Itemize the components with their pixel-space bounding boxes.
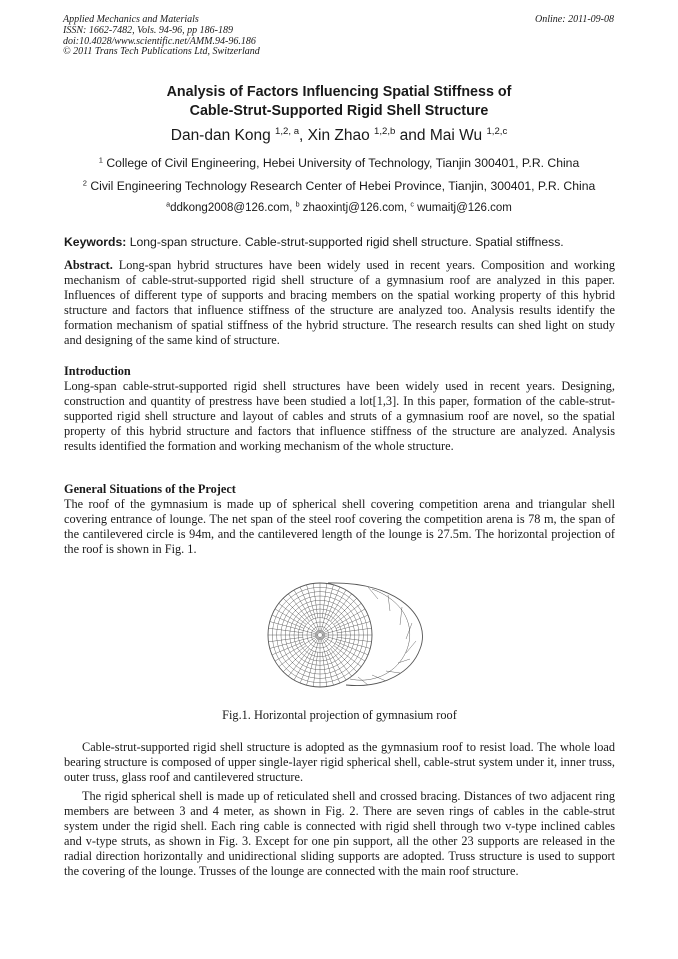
shell-radial-line [283,636,318,671]
shell-radial-line [334,603,362,624]
abstract-label: Abstract. [64,258,113,272]
shell-radial-line [331,649,352,677]
lounge-truss-line [406,641,416,653]
shell-radial-line [321,598,356,633]
title-line-2: Cable-Strut-Supported Rigid Shell Structure [189,102,489,119]
author-name: Xin Zhao [307,127,370,144]
author-affiliation-mark: 1,2,c [486,126,508,138]
shell-radial-line [279,603,307,624]
email-list [40,201,638,215]
email-mark: c [410,200,414,209]
author-separator: and [395,127,430,144]
general-situations-heading: General Situations of the Project [64,482,236,496]
lounge-outline [328,583,422,686]
lounge-truss-line [372,675,386,681]
journal-header [63,15,260,58]
affiliation-mark: 1 [98,155,103,165]
keywords [64,235,619,250]
general-situations-text: The roof of the gymnasium is made up of spherical shell covering competition arena and triangular shell covering entrance of lounge. The net span of the steel roof covering the competition arena is 78 m, the span of the cantilevered circle is 94m, and the cantilevered length of the lounge is 27.5m. The horizontal projection of the roof is shown in Fig. 1. [64,497,615,557]
roof-projection-figure [250,579,430,703]
introduction-text: Long-span cable-strut-supported rigid shell structures have been widely used in recent years. Designing, construction and quantity of prestress have been studied a lot[1,3]. In this paper, formation of the cable-strut-supported rigid shell structure and layout of cables and struts of a gymnasium roof are novel, so the spatial property of this hybrid structure and factors that influence stiffness of the structure are analyzed. Analysis results identified the formation and working mechanism of the whole structure. [64,379,615,454]
issn-line: ISSN: 1662-7482, Vols. 94-96, pp 186-189 [63,24,233,36]
lounge-truss-line [358,677,368,685]
affiliation-2 [40,179,638,194]
copyright-line: © 2011 Trans Tech Publications Ltd, Switzerland [63,46,260,58]
shell-radial-line [334,646,362,667]
author-affiliation-mark: 1,2, a [275,126,300,138]
shell-radial-line [283,598,318,633]
email-mark: a [166,200,171,209]
author-list [40,126,638,146]
title-line-1: Analysis of Factors Influencing Spatial Stiffness of [166,84,512,100]
affiliation-mark: 2 [82,178,87,188]
body-paragraph-2: The rigid spherical shell is made up of reticulated shell and crossed bracing. Distances of two adjacent ring members are between 3 and 4 meter, as shown in Fig. 2. There are seven rings of cables in the cable-strut system under the rigid shell. Each ring cable is connected with rigid shell through two v-type inclined cables and v-type struts, as shown in Fig. 3. Except for one pin support, all the other 23 supports are released in the radial direction horizontally and unidirectional sliding supports are adopted. Truss structure is used to support the covering of the lounge. Trusses of the lounge are connected with the main roof structure. [64,789,615,879]
doi-line: doi:10.4028/www.scientific.net/AMM.94-96.186 [63,35,256,47]
body-paragraph-1: Cable-strut-supported rigid shell structure is adopted as the gymnasium roof to resist load. The whole load bearing structure is composed of upper single-layer rigid spherical shell, cable-strut system under it, inner truss, outer truss, glass roof and cantilevered structure. [64,740,615,785]
email-address[interactable]: wumaitj@126.com [417,202,512,214]
introduction-heading: Introduction [64,364,131,378]
shell-radial-line [288,649,309,677]
abstract [64,258,615,349]
shell-radial-line [331,594,352,622]
email-address[interactable]: zhaoxintj@126.com, [302,202,408,214]
author-affiliation-mark: 1,2,b [374,126,396,138]
author-separator: , [299,127,308,144]
journal-name: Applied Mechanics and Materials [63,14,199,25]
affiliation-text: College of Civil Engineering, Hebei University of Technology, Tianjin 300401, P.R. China [106,156,580,170]
shell-radial-line [288,594,309,622]
affiliation-text: Civil Engineering Technology Research Center of Hebei Province, Tianjin, 300401, P.R. China [90,179,596,193]
shell-radial-line [321,636,356,671]
keywords-label: Keywords: [64,235,127,249]
email-address[interactable]: ddkong2008@126.com, [170,202,293,214]
author-name: Dan-dan Kong [170,127,271,144]
affiliation-1 [40,156,638,171]
online-date: Online: 2011-09-08 [535,14,614,25]
email-mark: b [295,200,300,209]
paper-title [60,83,618,120]
author-name: Mai Wu [429,127,483,144]
figure-1-caption: Fig.1. Horizontal projection of gymnasium roof [222,708,457,722]
keywords-text: Long-span structure. Cable-strut-supported rigid shell structure. Spatial stiffness. [129,235,564,249]
abstract-text: Long-span hybrid structures have been widely used in recent years. Composition and working mechanism of cable-strut-supported rigid shell structure of a gymnasium roof are analyzed in this paper. Influences of different type of supports and bracing members on the spatial working property of this hybrid structure and factors that influence stiffness of the structure are analyzed too. Analysis results identify the formation mechanism of spatial stiffness of the hybrid structure. The research results can shed light on study and designing of the same kind of structure. [64,258,615,348]
shell-radial-line [279,646,307,667]
